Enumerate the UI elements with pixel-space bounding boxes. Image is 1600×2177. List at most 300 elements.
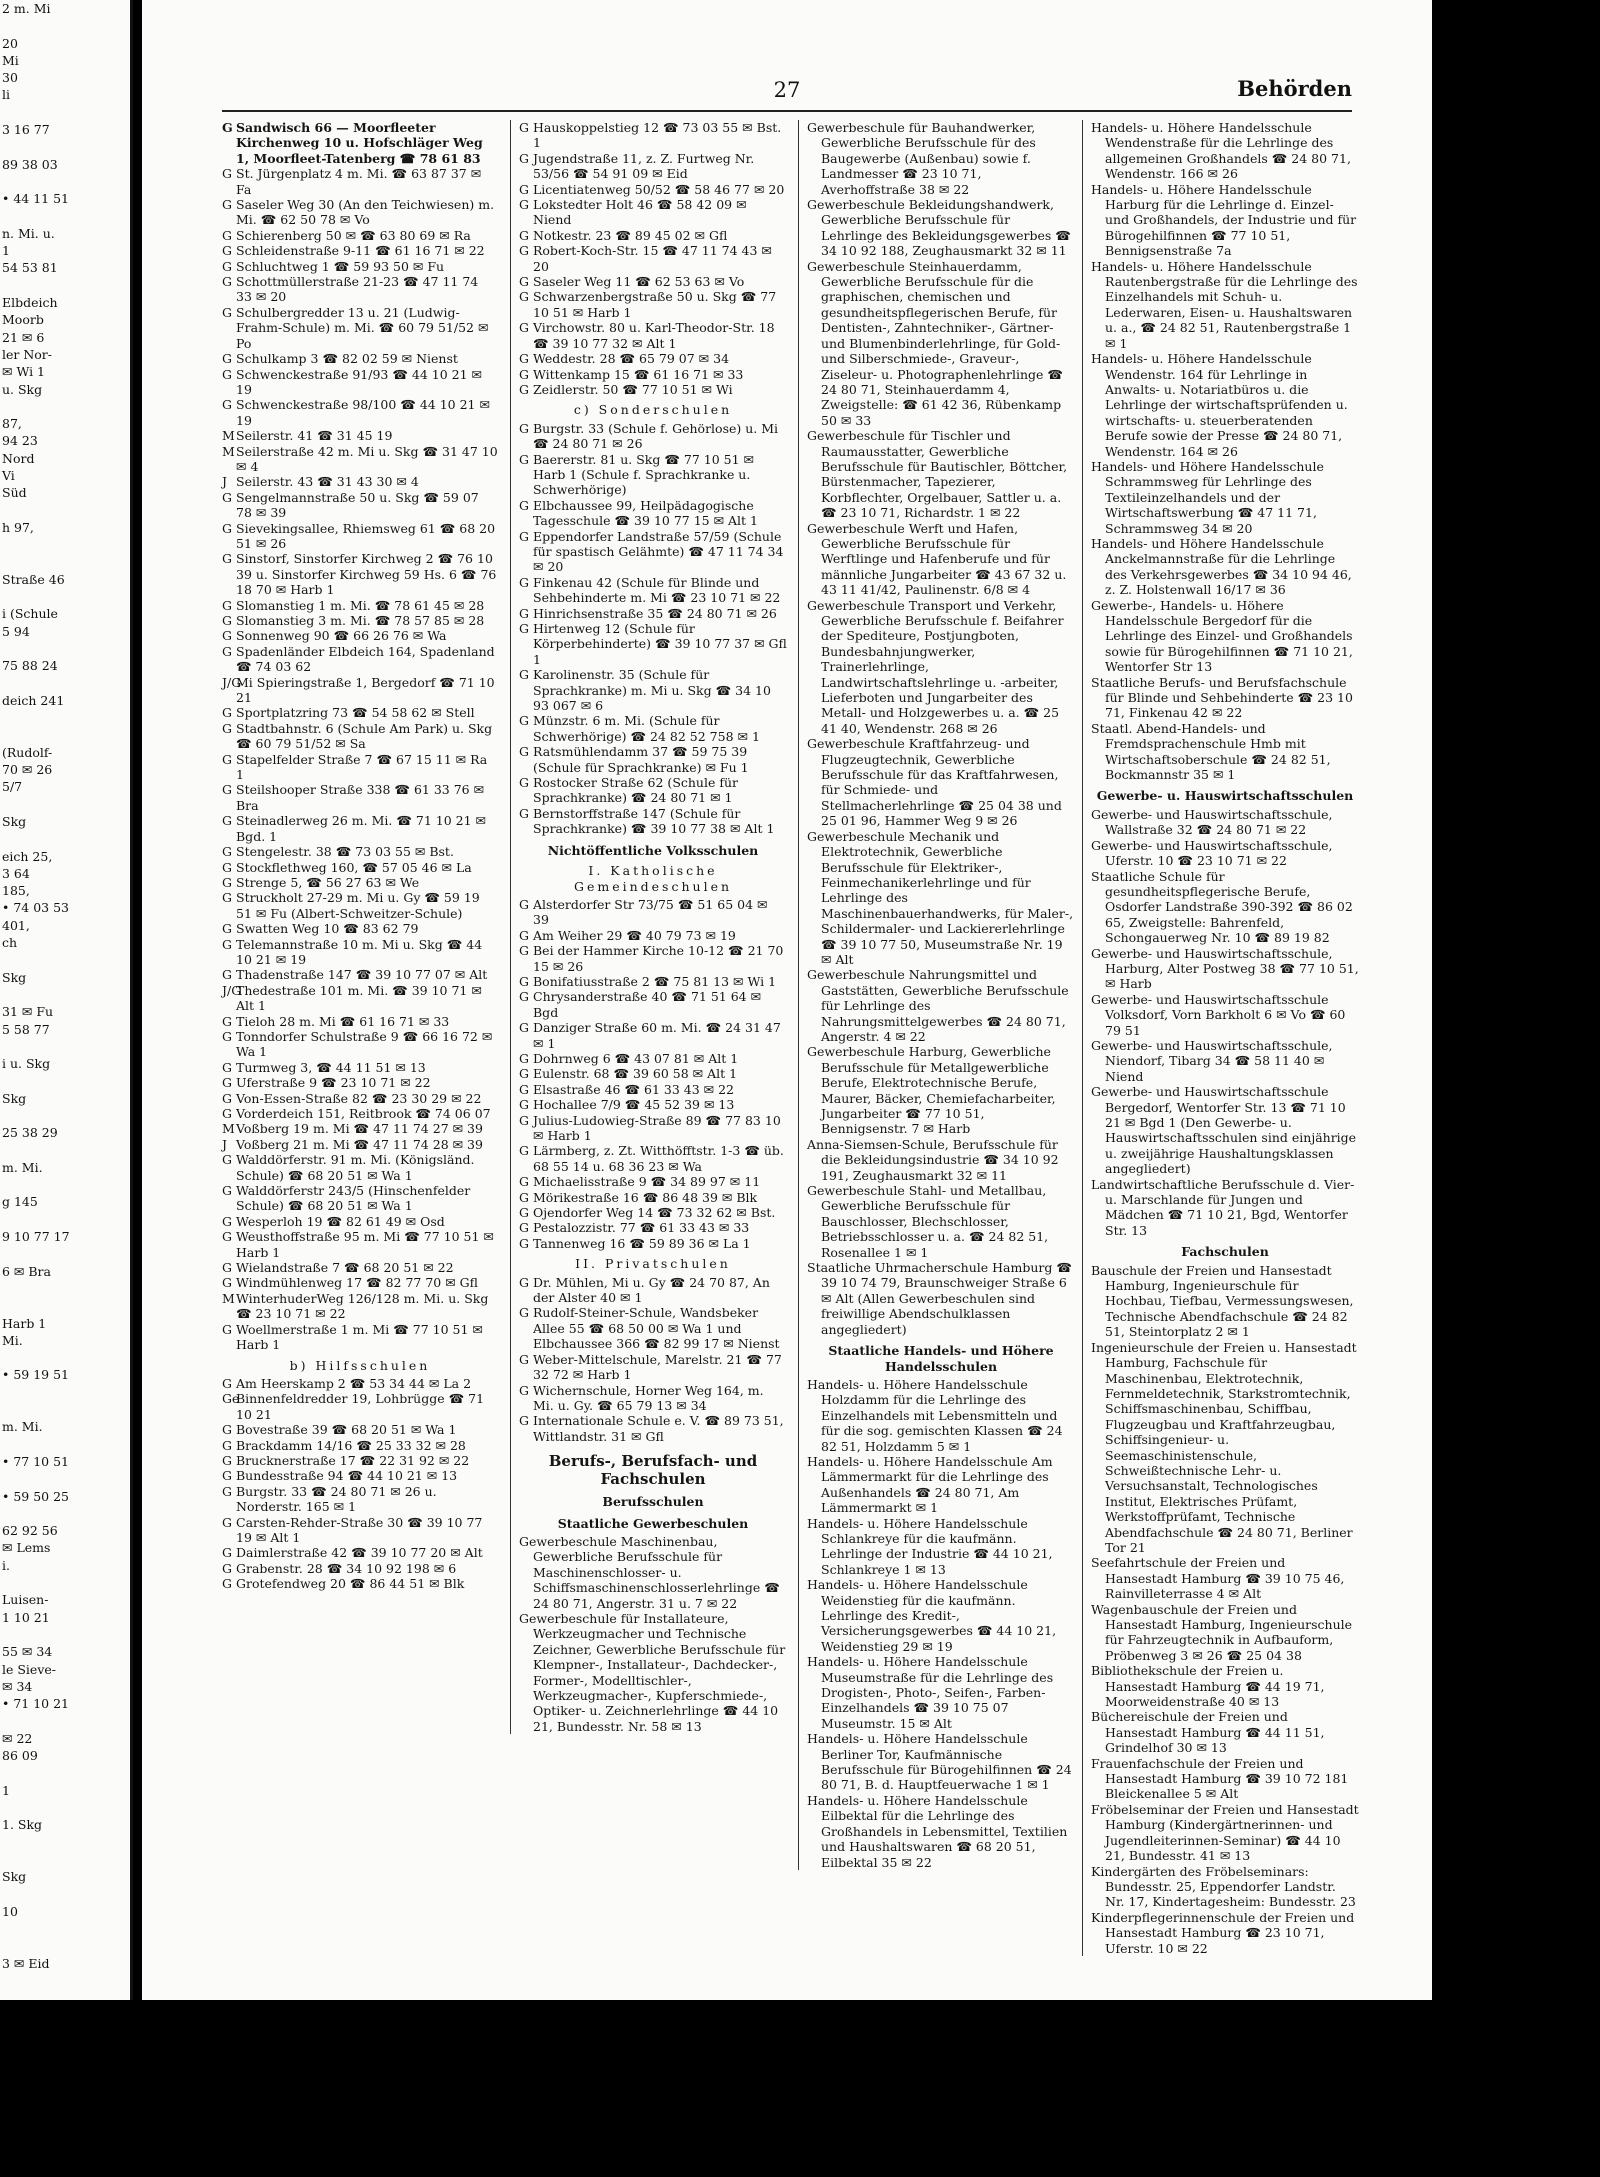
school-type-code: G	[519, 973, 529, 989]
entry-text: Handels- und Höhere Handelsschule Schrammsweg für Lehrlinge des Textileinzelhandels und der Wirtschaftswerbung ☎ 47 11 71, Schrammsweg 34 ✉ 20	[1091, 458, 1324, 536]
entry-text: Strenge 5, ☎ 56 27 63 ✉ We	[236, 874, 420, 890]
school-type-code: G	[519, 1066, 529, 1082]
sliver-line: 31 ✉ Fu	[2, 1004, 54, 1020]
directory-entry	[222, 1545, 498, 1560]
sliver-line: Skg	[2, 969, 27, 985]
directory-entry	[222, 1438, 498, 1453]
school-type-code: G	[519, 621, 529, 636]
sliver-line	[0, 640, 130, 657]
directory-entry	[222, 1014, 498, 1029]
section-title: Behörden	[1237, 76, 1352, 101]
directory-entry	[1091, 351, 1359, 459]
entry-text: Gewerbeschule Mechanik und Elektrotechnik, Gewerbliche Berufsschule für Elektriker-, Feinmechanikerlehrlinge und für Lehrlinge des Maschinenbauerhandwerks, für Maler-, Schildermaler- und Lackiererlehrlinge ☎ 39 10 77 50, Museumstraße Nr. 19 ✉ Alt	[807, 828, 1074, 967]
sliver-line	[0, 138, 130, 155]
sliver-line: • 71 10 21	[2, 1696, 70, 1712]
entry-text: Thadenstraße 147 ☎ 39 10 77 07 ✉ Alt	[236, 967, 488, 983]
school-type-code: G	[222, 1075, 232, 1091]
directory-entry	[222, 1121, 498, 1136]
entry-text: Lärmberg, z. Zt. Witthöfftstr. 1-3 ☎ üb. 68 55 14 u. 68 36 23 ✉ Wa	[533, 1143, 784, 1174]
section-heading: Gewerbe- u. Hauswirtschaftsschulen	[1096, 788, 1354, 804]
entry-text: Gewerbeschule Nahrungsmittel und Gaststätten, Gewerbliche Berufsschule für Lehrlinge des Nahrungsmittelgewerbes ☎ 24 80 71, Angerstr. 4 ✉ 22	[807, 967, 1069, 1044]
entry-text: Michaelisstraße 9 ☎ 34 89 97 ✉ 11	[533, 1174, 761, 1190]
entry-text: Hauskoppelstieg 12 ☎ 73 03 55 ✉ Bst. 1	[533, 120, 782, 151]
school-type-code: G	[519, 1143, 529, 1159]
entry-text: Finkenau 42 (Schule für Blinde und Sehbehinderte m. Mi ☎ 23 10 71 ✉ 22	[533, 574, 781, 606]
school-type-code: G	[222, 1452, 232, 1468]
school-type-code: M	[222, 1290, 235, 1306]
entry-text: Gewerbeschule Steinhauerdamm, Gewerbliche Berufsschule für die graphischen, chemischen und gesundheitspflegerischen Berufe, für Dentisten-, Zahntechniker-, Gärtner- und Blumenbinderlehrlinge, für Gold- und Silberschmiede-, Graveur-, Ziseleur- u. Photographenlehrlinge ☎ 24 80 71, Steinhauerdamm 4, Zweigstelle: ☎ 61 42 36, Rübenkamp 50 ✉ 33	[807, 258, 1063, 428]
subsection-heading: b) Hilfsschulen	[289, 1357, 431, 1373]
directory-entry	[519, 151, 787, 182]
school-type-code: G	[222, 751, 232, 767]
entry-text: Tonndorfer Schulstraße 9 ☎ 66 16 72 ✉ Wa 1	[236, 1028, 493, 1060]
school-type-code: G	[222, 782, 232, 798]
entry-text: Virchowstr. 80 u. Karl-Theodor-Str. 18 ☎ 39 10 77 32 ✉ Alt 1	[533, 320, 775, 351]
school-type-code: G	[222, 597, 232, 613]
directory-entry	[807, 1137, 1075, 1183]
sliver-line	[0, 1280, 130, 1297]
directory-entry	[222, 1515, 498, 1546]
entry-text: Staatliche Berufs- und Berufsfachschule für Blinde und Sehbehinderte ☎ 23 10 71, Finkenau 42 ✉ 22	[1091, 674, 1353, 721]
directory-entry	[519, 989, 787, 1020]
sliver-line: • 59 50 25	[2, 1488, 70, 1504]
sliver-line: 62 92 56	[2, 1523, 58, 1539]
school-type-code: G	[222, 197, 232, 213]
entry-text: Burgstr. 33 (Schule f. Gehörlose) u. Mi ☎ 24 80 71 ✉ 26	[533, 420, 779, 452]
sliver-line	[0, 1851, 130, 1868]
entry-text: Von-Essen-Straße 82 ☎ 23 30 29 ✉ 22	[236, 1090, 482, 1106]
directory-entry	[807, 1516, 1075, 1578]
directory-entry	[519, 289, 787, 320]
directory-entry	[222, 1376, 498, 1391]
entry-text: Voßberg 21 m. Mi ☎ 47 11 74 28 ✉ 39	[236, 1136, 483, 1152]
sliver-line	[0, 1833, 130, 1850]
entry-text: Steinadlerweg 26 m. Mi. ☎ 71 10 21 ✉ Bgd. 1	[236, 813, 487, 844]
directory-entry	[222, 613, 498, 628]
sliver-line	[0, 1349, 130, 1366]
directory-entry	[222, 551, 498, 597]
entry-text: Uferstraße 9 ☎ 23 10 71 ✉ 22	[236, 1075, 431, 1091]
entry-text: Handels- u. Höhere Handelsschule Wendenstr. 164 für Lehrlinge in Anwalts- u. Notariatbüros u. die Lehrlinge der wirtschaftsprüfenden u. wirtschafts- u. steuerberatenden Berufe sowie der Presse ☎ 24 80 71, Wendenstr. 164 ✉ 26	[1091, 351, 1348, 459]
school-type-code: G	[519, 1020, 529, 1036]
entry-text: Walddörferstr 243/5 (Hinschenfelder Schule) ☎ 68 20 51 ✉ Wa 1	[236, 1183, 471, 1214]
entry-text: Schulbergredder 13 u. 21 (Ludwig-Frahm-Schule) m. Mi. ☎ 60 79 51/52 ✉ Po	[236, 304, 489, 351]
entry-text: Fröbelseminar der Freien und Hansestadt Hamburg (Kindergärtnerinnen- und Jugendleiterinnen-Seminar) ☎ 44 10 21, Bundesstr. 41 ✉ 13	[1091, 1801, 1359, 1864]
school-type-code: G	[519, 181, 529, 197]
entry-text: Spadenländer Elbdeich 164, Spadenland ☎ 74 03 62	[236, 643, 495, 675]
directory-entry	[1091, 1756, 1359, 1802]
directory-entry	[222, 1029, 498, 1060]
sliver-line: 3 16 77	[2, 122, 50, 138]
sliver-line: Skg	[2, 813, 27, 829]
entry-text: Stockflethweg 160, ☎ 57 05 46 ✉ La	[236, 859, 472, 875]
directory-entry	[222, 1152, 498, 1183]
directory-entry	[222, 197, 498, 228]
entry-text: Burgstr. 33 ☎ 24 80 71 ✉ 26 u. Norderstr. 165 ✉ 1	[236, 1483, 437, 1515]
section-heading: Staatliche Gewerbeschulen	[557, 1515, 749, 1531]
directory-entry	[519, 943, 787, 974]
entry-text: Gewerbe- und Hauswirtschaftsschule Volksdorf, Vorn Barkholt 6 ✉ Vo ☎ 60 79 51	[1091, 991, 1346, 1038]
entry-text: Kinderpflegerinnenschule der Freien und Hansestadt Hamburg ☎ 23 10 71, Uferstr. 10 ✉ 22	[1091, 1909, 1355, 1956]
page-header	[222, 70, 1352, 112]
directory-entry	[1091, 1864, 1359, 1910]
document-page	[142, 0, 1432, 2000]
entry-text: Schwenckestraße 98/100 ☎ 44 10 21 ✉ 19	[236, 397, 490, 428]
entry-text: Sengelmannstraße 50 u. Skg ☎ 59 07 78 ✉ 39	[236, 489, 479, 521]
directory-entry	[807, 1044, 1075, 1136]
directory-entry	[519, 1236, 787, 1251]
sliver-line: Vi	[2, 468, 15, 484]
entry-text: Mörikestraße 16 ☎ 86 48 39 ✉ Blk	[533, 1189, 758, 1205]
section-heading: Nichtöffentliche Volksschulen	[547, 842, 759, 858]
school-type-code: G	[519, 451, 529, 467]
sliver-line	[0, 726, 130, 743]
sliver-line: u. Skg	[2, 381, 43, 397]
directory-entry	[222, 1091, 498, 1106]
sliver-line	[0, 1920, 130, 1937]
sliver-line	[0, 951, 130, 968]
sliver-line	[0, 986, 130, 1003]
entry-text: Walddörferstr. 91 m. Mi. (Königsländ. Schule) ☎ 68 20 51 ✉ Wa 1	[236, 1152, 475, 1183]
entry-text: Vorderdeich 151, Reitbrook ☎ 74 06 07	[236, 1106, 491, 1121]
entry-text: Rudolf-Steiner-Schule, Wandsbeker Allee 55 ☎ 68 50 00 ✉ Wa 1 und Elbchaussee 366 ☎ 82 99 17 ✉ Nienst	[533, 1305, 780, 1352]
directory-entry	[1091, 1802, 1359, 1864]
school-type-code: G	[222, 1028, 232, 1044]
directory-entry	[222, 1561, 498, 1576]
directory-entry	[519, 1205, 787, 1220]
sliver-line	[0, 1245, 130, 1262]
entry-text: Gewerbeschule Werft und Hafen, Gewerbliche Berufsschule für Werftlinge und Hafenberufe und für männliche Jungarbeiter ☎ 43 67 32 u. 43 11 41/42, Paulinenstr. 6/8 ✉ 4	[807, 520, 1067, 598]
sliver-line: ✉ Lems	[2, 1540, 51, 1556]
school-type-code: G	[519, 351, 529, 367]
school-type-code: G	[222, 489, 232, 505]
school-type-code: G	[222, 243, 232, 259]
entry-text: St. Jürgenplatz 4 m. Mi. ☎ 63 87 37 ✉ Fa	[236, 166, 482, 197]
sliver-line	[0, 1038, 130, 1055]
sliver-line	[0, 1436, 130, 1453]
directory-entry	[222, 782, 498, 813]
school-type-code: M	[222, 428, 235, 444]
school-type-code: G	[222, 720, 232, 736]
entry-text: Handels- u. Höhere Handelsschule Museumstraße für die Lehrlinge des Drogisten-, Photo-, Seifen-, Farben-Einzelhandels ☎ 39 10 75 07 Museumstr. 15 ✉ Alt	[807, 1654, 1054, 1731]
directory-entry	[519, 197, 787, 228]
entry-text: Windmühlenweg 17 ☎ 82 77 70 ✉ Gfl	[236, 1275, 478, 1291]
main-heading: Berufs-, Berufsfach- und Fachschulen	[548, 1452, 758, 1489]
entry-text: Turmweg 3, ☎ 44 11 51 ✉ 13	[236, 1059, 426, 1075]
school-type-code: G	[519, 805, 529, 821]
directory-entry	[519, 498, 787, 529]
entry-text: Alsterdorfer Str 73/75 ☎ 51 65 04 ✉ 39	[533, 896, 768, 928]
entry-text: Stengelestr. 38 ☎ 73 03 55 ✉ Bst.	[236, 844, 454, 860]
directory-entry	[807, 120, 1075, 197]
directory-entry	[519, 1220, 787, 1235]
sliver-line	[0, 1142, 130, 1159]
entry-text: Grotefendweg 20 ☎ 86 44 51 ✉ Blk	[236, 1576, 465, 1592]
school-type-code: M	[222, 1121, 235, 1137]
sliver-line	[0, 1799, 130, 1816]
sliver-line: m. Mi.	[2, 1159, 43, 1175]
entry-text: Ojendorfer Weg 14 ☎ 73 32 62 ✉ Bst.	[533, 1205, 776, 1221]
sliver-line: 1 10 21	[2, 1609, 50, 1625]
school-type-code: G	[222, 520, 232, 536]
school-type-code: G	[519, 528, 529, 544]
school-type-code: G	[222, 921, 232, 937]
entry-text: Dr. Mühlen, Mi u. Gy ☎ 24 70 87, An der Alster 40 ✉ 1	[533, 1274, 770, 1306]
entry-text: Notkestr. 23 ☎ 89 45 02 ✉ Gfl	[533, 227, 728, 243]
entry-text: Gewerbe- und Hauswirtschaftsschule, Harburg, Alter Postweg 38 ☎ 77 10 51, ✉ Harb	[1091, 945, 1359, 992]
sliver-line	[0, 277, 130, 294]
school-type-code: J	[222, 474, 228, 490]
directory-entry	[1091, 721, 1359, 783]
school-type-code: G	[222, 890, 232, 906]
entry-text: Staatl. Abend-Handels- und Fremdsprachenschule Hmb mit Wirtschaftsoberschule ☎ 24 82 51, Bockmannstr 35 ✉ 1	[1091, 720, 1331, 783]
entry-text: Büchereischule der Freien und Hansestadt Hamburg ☎ 44 11 51, Grindelhof 30 ✉ 13	[1091, 1709, 1325, 1756]
directory-entry	[807, 598, 1075, 737]
school-type-code: G	[222, 1545, 232, 1561]
directory-entry	[519, 1352, 787, 1383]
school-type-code: G	[519, 227, 529, 243]
entry-text: Gewerbeschule Harburg, Gewerbliche Berufsschule für Metallgewerbliche Berufe, Elektrotechnische Berufe, Maurer, Bäcker, Chemiefacharbeiter, Jungarbeiter ☎ 77 10 51, Bennigsenstr. 7 ✉ Harb	[807, 1044, 1056, 1137]
sliver-line: (Rudolf-	[2, 744, 53, 760]
directory-entry	[1091, 1084, 1359, 1176]
entry-text: Steilshooper Straße 338 ☎ 61 33 76 ✉ Bra	[236, 782, 485, 813]
entry-text: Handels- u. Höhere Handelsschule Weidenstieg für die kaufmänn. Lehrlinge des Kredit-, Versicherungsgewerbes ☎ 44 10 21, Weidenstieg 29 ✉ 19	[807, 1577, 1057, 1654]
entry-text: Münzstr. 6 m. Mi. (Schule für Schwerhörige) ☎ 24 82 52 758 ✉ 1	[533, 713, 760, 744]
school-type-code: J	[222, 1136, 228, 1152]
directory-entry	[519, 452, 787, 498]
sliver-line	[0, 173, 130, 190]
entry-text: Gewerbe- und Hauswirtschaftsschule, Wallstraße 32 ☎ 24 80 71 ✉ 22	[1091, 806, 1333, 838]
sliver-line: 3 ✉ Eid	[2, 1955, 50, 1971]
directory-entry	[519, 1383, 787, 1414]
directory-entry	[1091, 1038, 1359, 1084]
directory-entry	[519, 1143, 787, 1174]
school-type-code: G	[222, 1422, 232, 1438]
sliver-line: le Sieve-	[2, 1661, 57, 1677]
directory-entry	[222, 444, 498, 475]
entry-text: Karolinenstr. 35 (Schule für Sprachkranke) m. Mi u. Skg ☎ 34 10 93 067 ✉ 6	[533, 667, 771, 714]
entry-text: Wittenkamp 15 ☎ 61 16 71 ✉ 33	[533, 366, 744, 382]
school-type-code: G	[222, 1213, 232, 1229]
directory-entry	[807, 1454, 1075, 1516]
entry-text: Bibliothekschule der Freien u. Hansestadt Hamburg ☎ 44 19 71, Moorweidenstraße 40 ✉ 13	[1091, 1663, 1325, 1710]
entry-text: Wichernschule, Horner Weg 164, m. Mi. u. Gy. ☎ 65 79 13 ✉ 34	[533, 1382, 764, 1413]
sliver-line: 20	[2, 35, 18, 51]
directory-entry	[807, 259, 1075, 428]
sliver-line: eich 25,	[2, 848, 53, 864]
school-type-code: G	[222, 1275, 232, 1291]
school-type-code: G	[222, 551, 232, 567]
directory-entry	[519, 897, 787, 928]
sliver-line: 1	[2, 243, 10, 259]
directory-entry	[222, 397, 498, 428]
directory-entry	[222, 1468, 498, 1483]
directory-entry	[519, 806, 787, 837]
entry-text: Weddestr. 28 ☎ 65 79 07 ✉ 34	[533, 351, 730, 367]
entry-text: Gewerbe- und Hauswirtschaftsschule Bergedorf, Wentorfer Str. 13 ☎ 71 10 21 ✉ Bgd 1 (Den Gewerbe- u. Hauswirtschaftsschulen sind einjährige u. zweijährige Haushaltungsklassen angegliedert)	[1091, 1084, 1357, 1177]
school-type-code: G	[222, 1183, 232, 1199]
school-type-code: G	[519, 197, 529, 213]
sliver-line	[0, 1937, 130, 1954]
sliver-line: 87,	[2, 416, 22, 432]
entry-text: Danziger Straße 60 m. Mi. ☎ 24 31 47 ✉ 1	[533, 1020, 781, 1051]
directory-entry	[222, 1391, 498, 1422]
sliver-line: 5 58 77	[2, 1021, 50, 1037]
sliver-line: i (Schule	[2, 606, 58, 622]
entry-text: Gewerbeschule Maschinenbau, Gewerbliche Berufsschule für Maschinenschlosser- u. Schiffsmaschinenschlosserlehrlinge ☎ 24 80 71, Angerstr. 31 u. 7 ✉ 22	[519, 1533, 780, 1611]
directory-entry	[222, 967, 498, 982]
sliver-line: ✉ Wi 1	[2, 364, 45, 380]
entry-text: Elbchaussee 99, Heilpädagogische Tagesschule ☎ 39 10 77 15 ✉ Alt 1	[533, 497, 758, 529]
directory-entry	[1091, 1602, 1359, 1664]
sliver-line	[0, 1470, 130, 1487]
school-type-code: G	[222, 1106, 232, 1121]
school-type-code: G	[222, 1090, 232, 1106]
directory-entry	[222, 705, 498, 720]
sliver-line: Mi	[2, 52, 19, 68]
subsection-heading: c) Sonderschulen	[573, 402, 733, 418]
school-type-code: G	[222, 844, 232, 860]
entry-text: Gewerbeschule Bekleidungshandwerk, Gewerbliche Berufsschule für Lehrlinge des Bekleidungsgewerbes ☎ 34 10 92 188, Zeughausmarkt 32 ✉ 11	[807, 197, 1071, 259]
sliver-line	[0, 1401, 130, 1418]
directory-entry	[519, 228, 787, 243]
school-type-code: G	[519, 775, 529, 791]
entry-text: Baererstr. 81 u. Skg ☎ 77 10 51 ✉ Harb 1 (Schule f. Sprachkranke u. Schwerhörige)	[533, 451, 755, 498]
school-type-code: G	[222, 166, 232, 182]
entry-text: Licentiatenweg 50/52 ☎ 58 46 77 ✉ 20	[533, 181, 785, 197]
entry-text: Schwenckestraße 91/93 ☎ 44 10 21 ✉ 19	[236, 366, 482, 397]
sliver-line: 25 38 29	[2, 1125, 58, 1141]
directory-entry	[222, 921, 498, 936]
directory-entry	[807, 1183, 1075, 1260]
school-type-code: G	[519, 1189, 529, 1205]
entry-text: Gewerbeschule für Installateure, Werkzeugmacher und Technische Zeichner, Gewerbliche Berufsschule für Klempner-, Installateur-, Dachdecker-, Former-, Modelltischler-, Werkzeugmacher-, Kupferschmiede-, Optiker- u. Zeichnerlehrlinge ☎ 44 10 21, Bundesstr. Nr. 58 ✉ 13	[519, 1610, 786, 1734]
school-type-code: G	[222, 1468, 232, 1484]
directory-entry	[222, 813, 498, 844]
entry-text: Bovestraße 39 ☎ 68 20 51 ✉ Wa 1	[236, 1422, 457, 1438]
sliver-line: ch	[2, 935, 18, 951]
directory-entry	[519, 1174, 787, 1189]
directory-entry	[222, 598, 498, 613]
entry-text: Carsten-Rehder-Straße 30 ☎ 39 10 77 19 ✉ Alt 1	[236, 1514, 483, 1545]
entry-text: Rostocker Straße 62 (Schule für Sprachkranke) ☎ 24 80 71 ✉ 1	[533, 775, 738, 806]
sliver-line	[0, 1176, 130, 1193]
directory-entry	[1091, 536, 1359, 598]
entry-text: Schierenberg 50 ✉ ☎ 63 80 69 ✉ Ra	[236, 227, 471, 243]
directory-entry	[519, 382, 787, 397]
entry-text: Staatliche Uhrmacherschule Hamburg ☎ 39 10 74 79, Braunschweiger Straße 6 ✉ Alt (Allen Gewerbeschulen sind freiwillige Abendschulklassen angegliedert)	[807, 1260, 1072, 1337]
entry-text: Schwarzenbergstraße 50 u. Skg ☎ 77 10 51 ✉ Harb 1	[533, 289, 777, 320]
directory-entry	[222, 860, 498, 875]
school-type-code: J/G	[222, 674, 242, 690]
directory-entry	[807, 829, 1075, 968]
entry-text: Bonifatiusstraße 2 ☎ 75 81 13 ✉ Wi 1	[533, 973, 777, 989]
directory-entry	[222, 367, 498, 398]
sliver-line: h 97,	[2, 519, 34, 535]
entry-text: Hirtenweg 12 (Schule für Körperbehinderte) ☎ 39 10 77 37 ✉ Gfl 1	[533, 621, 787, 667]
directory-entry	[807, 1260, 1075, 1337]
entry-text: Thedestraße 101 m. Mi. ☎ 39 10 71 ✉ Alt 1	[236, 982, 482, 1014]
school-type-code: G	[222, 936, 232, 952]
directory-entry	[519, 120, 787, 151]
sliver-line: 21 ✉ 6	[2, 329, 45, 345]
sliver-line: Skg	[2, 1090, 27, 1106]
entry-text: Tieloh 28 m. Mi ☎ 61 16 71 ✉ 33	[236, 1013, 450, 1029]
directory-entry	[1091, 1177, 1359, 1239]
sliver-line: 94 23	[2, 433, 38, 449]
directory-entry	[519, 575, 787, 606]
column-4	[1082, 120, 1359, 1956]
directory-entry	[1091, 675, 1359, 721]
entry-text: Woellmerstraße 1 m. Mi ☎ 77 10 51 ✉ Harb 1	[236, 1321, 483, 1353]
entry-text: Handels- u. Höhere Handelsschule Berliner Tor, Kaufmännische Berufsschule für Bürogehilfinnen ☎ 24 80 71, B. d. Hauptfeuerwache 1 ✉ 1	[807, 1731, 1072, 1793]
school-type-code: G	[222, 1321, 232, 1337]
entry-text: Bundesstraße 94 ☎ 44 10 21 ✉ 13	[236, 1468, 458, 1484]
subsection-heading: I. Katholische Gemeindeschulen	[573, 863, 733, 894]
sliver-line: ✉ 34	[2, 1678, 33, 1694]
entry-text: Weber-Mittelschule, Marelstr. 21 ☎ 77 32 72 ✉ Harb 1	[533, 1351, 782, 1383]
entry-text: Saseler Weg 11 ☎ 62 53 63 ✉ Vo	[533, 274, 745, 290]
school-type-code: G	[222, 1260, 232, 1276]
directory-entry	[222, 305, 498, 351]
school-type-code: G	[222, 1514, 232, 1530]
directory-entry	[519, 775, 787, 806]
entry-text: Gewerbe- und Hauswirtschaftsschule, Uferstr. 10 ☎ 23 10 71 ✉ 22	[1091, 837, 1333, 869]
entry-text: Gewerbeschule Stahl- und Metallbau, Gewerbliche Berufsschule für Bauschlosser, Blechschlosser, Betriebsschlosser u. a. ☎ 24 82 51, Rosenallee 1 ✉ 1	[807, 1183, 1049, 1260]
entry-text: Gewerbeschule Transport und Verkehr, Gewerbliche Berufsschule f. Beifahrer der Spediteure, Postjungboten, Bundesbahnjungwerker, Trainerlehrlinge, Landwirtschaftslehrlinge u. -arbeiter, Lieferboten und Jungarbeiter des Metall- und Holzgewerbes u. a. ☎ 25 41 40, Wendenstr. 268 ✉ 26	[807, 597, 1064, 736]
directory-entry	[1091, 598, 1359, 675]
sliver-line: Moorb	[2, 312, 44, 328]
entry-text: Dohrnweg 6 ☎ 43 07 81 ✉ Alt 1	[533, 1050, 739, 1066]
sliver-line: 89 38 03	[2, 156, 58, 172]
sliver-line	[0, 17, 130, 34]
directory-entry	[807, 1793, 1075, 1870]
directory-entry	[222, 428, 498, 443]
sliver-line: 3 64	[2, 865, 30, 881]
school-type-code: G	[222, 1013, 232, 1029]
school-type-code: G	[519, 1413, 529, 1429]
directory-entry	[519, 606, 787, 621]
school-type-code: G	[222, 397, 232, 413]
directory-entry	[222, 890, 498, 921]
school-type-code: G	[222, 1229, 232, 1245]
directory-entry	[807, 197, 1075, 259]
directory-entry	[519, 1020, 787, 1051]
sliver-line: Straße 46	[2, 571, 65, 587]
entry-text: Handels- u. Höhere Handelsschule Wendenstraße für die Lehrlinge des allgemeinen Großhandels ☎ 24 80 71, Wendenstr. 166 ✉ 26	[1091, 120, 1351, 182]
sliver-line: • 59 19 51	[2, 1367, 70, 1383]
directory-entry	[519, 1275, 787, 1306]
entry-text: Kindergärten des Fröbelseminars: Bundesstr. 25, Eppendorfer Landstr. Nr. 17, Kindertagesheim: Bundesstr. 23	[1091, 1863, 1356, 1910]
school-type-code: G	[519, 497, 529, 513]
directory-entry	[222, 1484, 498, 1515]
directory-entry	[222, 1291, 498, 1322]
entry-text: Sonnenweg 90 ☎ 66 26 76 ✉ Wa	[236, 628, 447, 644]
entry-text: Bauschule der Freien und Hansestadt Hamburg, Ingenieurschule für Hochbau, Tiefbau, Vermessungswesen, Technische Abendfachschule ☎ 24 82 51, Steintorplatz 2 ✉ 1	[1091, 1262, 1354, 1340]
entry-text: Slomanstieg 3 m. Mi. ☎ 78 57 85 ✉ 28	[236, 613, 485, 628]
school-type-code: G	[222, 967, 232, 983]
entry-text: Ingenieurschule der Freien u. Hansestadt Hamburg, Fachschule für Maschinenbau, Elektrotechnik, Fernmeldetechnik, Starkstromtechnik, Schiffsmaschinenbau, Schiffbau, Flugzeugbau und Kraftfahrzeugbau, Schiffsingenieur- u. Seemaschinistenschule, Schweißtechnische Lehr- u. Versuchsanstalt, Technologisches Institut, Elektrisches Prüfamt, Werkstoffprüfamt, Technische Abendfachschule ☎ 24 80 71, Berliner Tor 21	[1091, 1339, 1357, 1555]
entry-text: Eulenstr. 68 ☎ 39 60 58 ✉ Alt 1	[533, 1066, 738, 1082]
directory-entry	[222, 490, 498, 521]
directory-entry	[222, 1322, 498, 1353]
entry-text: Wesperloh 19 ☎ 82 61 49 ✉ Osd	[236, 1213, 445, 1229]
sliver-line: Luisen-	[2, 1592, 49, 1608]
previous-page-edge	[0, 0, 133, 2000]
sliver-line: 5 94	[2, 623, 30, 639]
entry-text: Seefahrtschule der Freien und Hansestadt Hamburg ☎ 39 10 75 46, Rainvilleterrasse 4 ✉ Alt	[1091, 1555, 1345, 1602]
sliver-line: ler Nor-	[2, 346, 53, 362]
